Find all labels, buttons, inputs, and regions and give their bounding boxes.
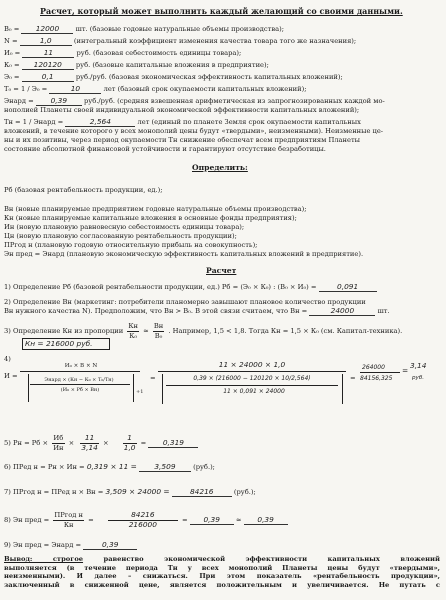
given-value: 0,39 bbox=[36, 97, 82, 106]
given-desc-cont: состояние абсолютной финансовой устойчивости и гарантируют отсутствие безработицы. bbox=[4, 145, 326, 153]
given-desc: руб. (базовая себестоимость единицы товара); bbox=[76, 49, 242, 57]
given-row bbox=[4, 73, 343, 82]
given-desc: руб./руб. (базовая экономическая эффективность капитальных вложений); bbox=[75, 73, 343, 81]
step-label: 4) bbox=[4, 355, 11, 363]
list-item: Bн (новые планируемые предприятием годовые натуральные объемы производства); bbox=[4, 205, 307, 213]
formula-inner-top: Энард × (Кн − К₀ × Т₀/Тн) bbox=[44, 377, 114, 383]
calc-step-9 bbox=[4, 541, 137, 550]
step-text: 9) Эн пред = Энард = bbox=[4, 541, 82, 549]
list-item: Цн (новую плановую согласованную рентабельность продукции); bbox=[4, 232, 237, 240]
hand-line bbox=[158, 371, 346, 372]
step-unit: шт. bbox=[377, 307, 390, 315]
given-desc-cont: вложений, в течение которого у всех монополий цены будут «твердыми», неизменными). Неизменные це- bbox=[4, 127, 384, 135]
step-text: 6) ПРед н = Pн × Ин = bbox=[4, 463, 85, 471]
step-text: 8) Эн пред = bbox=[4, 516, 50, 525]
hand-result-top: 264000 bbox=[362, 364, 385, 371]
step-value: 0,39 bbox=[190, 516, 234, 525]
step-value: 0,39 bbox=[244, 516, 288, 525]
formula-top: И₀ × B × N bbox=[64, 363, 98, 369]
step3-handwritten-box: Кн = 216000 руб. bbox=[22, 338, 110, 350]
hand-mid-top: 0,39 × (216000 − 120120 × 10/2,564) bbox=[193, 375, 311, 382]
document-title: Расчет, который может выполнить каждый желающий со своими данными. bbox=[40, 6, 403, 16]
calc-heading: Расчет bbox=[206, 266, 237, 275]
given-desc: (интегральный коэффициент изменения качества товара того же назначения); bbox=[73, 37, 357, 45]
given-value: 1,0 bbox=[20, 37, 72, 46]
document-page: Расчет, который может выполнить каждый желающий со своими данными. B₀ = 12000 шт. (базовые годовые натуральные объемы производства); N = 1,0 (интегральный коэффициент изменения качества товара того же назначения); И₀ = 11 руб. (базовая себестоимость единицы товара); К₀ = 120120 руб. (базовые капитальные вложения в предприятие); Э₀ = 0,1 руб./руб. (базовая экономическая эффективность капитальных вложений); Т₀ = 1 / Э₀ = 10 лет (базовый срок окупаемости капитальных вложений); Энард = 0,39 руб./руб. (средняя взвешенная арифметическая из запрогнозированных каждой мо- нополией Планеты своей индивидуальной экономической эффективности капитальных вложений); Тн = 1 / Энард = 2,564 лет (единый по планете Земля срок окупаемости капитальных вложений, в течение которого у всех монополий цены будут «твердыми», неизменными). Неизменные це- ны и их позитивы, через период окупаемости Тн снижение обеспечат всем предприятиям Планеты состояние абсолютной финансовой устойчивости и гарантируют отсутствие безработицы. Определить: Pб (базовая рентабельность продукции, ед.); Bн (новые планируемые предприятием годовые натуральные объемы производства); Кн (новые планируемые капитальные вложения в основные фонды предприятия); Ин (новую плановую равновесную себестоимость единицы товара); Цн (новую плановую согласованную рентабельность продукции); ПРгод н (плановую годовую относительную прибыль на совокупность); Эн пред = Энард (плановую экономическую эффективность капитальных вложений в предприятие). Расчет 1) Определение Pб (базовой рентабельности продукции, ед.) Pб = (Э₀ × К₀) : (B₀ × И₀) = 0,091 2) Определение Bн (маркетинг: потребители планомерно завышают плановое количество продукции Bн нужного качества N). Предположим, что Bн > B₀. В этой связи считаем, что Bн = 24000 шт. 3) Определение Кн из пропорции $\frac{Кн}{\text{К₀}}$ ≈ $\frac{Bн}{\text{B₀}}$ . Например, 1,5 < 1,8. Тогда Кн = 1,5 × К₀ (см. Капитал-техника). Кн = 216000 руб. 4) И = И₀ × B × N Энард × (Кн − К₀ × Т₀/Тн) (И₀ × Pб × Bн) +1 = 11 × 24000 × 1,0 0,39 × (216000 − 120120 × 10/2,564) 11 × 0,091 × 24000 = 264000 84156,325 = 3,14 руб. 5) Pн = Pб × $\frac{Иб}{Ин}$ × $\frac{11}{3,14}$ × $\frac{1}{1,0}$ = 0,319 6) ПРед н = Pн × Ин = 0,319 × 11 = 3,509 (руб.); 7) ПРгод н = ПРед н × Bн = 3,509 × 24000 = 84216 (руб.); 8) Эн пред = $\frac{\text{ПРгод н}}{Кн}$ = $\frac{84216}{216000}$ = 0,39 ≈ 0,39 9) Эн пред = Энард = 0,39 Вывод: строгое равенство экономической эффективности капитальных вложений выполняется (в течение периода Тн у всех монополий Планеты цены будут «твердыми», неизменными). И далее – снижаться. При этом показатель «рентабельность продукции», заключенный в сниженной цене, является положительным и увеличивается. Не путать с bbox=[4, 6, 440, 589]
calc-step-2: 2) Определение Bн (маркетинг: потребители планомерно завышают плановое количество продукции bbox=[4, 298, 366, 306]
given-row bbox=[4, 85, 306, 94]
calc-step-8: 8) Эн пред = $\frac{\text{ПРгод н}}{Кн}$ = $\frac{84216}{216000}$ = 0,39 ≈ 0,39 bbox=[4, 511, 288, 529]
calc-step-5: 5) Pн = Pб × $\frac{Иб}{Ин}$ × $\frac{11}{3,14}$ × $\frac{1}{1,0}$ = 0,319 bbox=[4, 434, 198, 452]
conclusion: Вывод: строгое равенство экономической эффективности капитальных вложений выполняется (в течение периода Тн у всех монополий Планеты цены будут «твердыми», неизменными). И далее – снижаться. При этом показатель «рентабельность продукции», заключенный в сниженной цене, является положительным и увеличивается. Не путать с bbox=[4, 555, 440, 589]
calc-step-3: 3) Определение Кн из пропорции $\frac{Кн}{\text{К₀}}$ ≈ $\frac{Bн}{\text{B₀}}$ . Например, 1,5 < 1,8. Тогда Кн = 1,5 × К₀ (см. Капитал-техника). bbox=[4, 322, 403, 340]
given-desc: лет (единый по планете Земля срок окупаемости капитальных bbox=[137, 118, 361, 126]
bracket bbox=[133, 374, 134, 402]
given-var: И₀ = bbox=[4, 49, 21, 57]
given-var: Тн = 1 / Энард = bbox=[4, 118, 64, 126]
list-item: ПРгод н (плановую годовую относительную прибыль на совокупность); bbox=[4, 241, 258, 249]
step-value: 3,509 bbox=[139, 463, 191, 472]
given-row bbox=[4, 37, 356, 46]
hand-result-bot: 84156,325 bbox=[360, 375, 393, 382]
step-text: . Например, 1,5 < 1,8. Тогда Кн = 1,5 × К₀ (см. Капитал-техника). bbox=[168, 327, 403, 336]
hand-mid-line bbox=[166, 385, 338, 386]
given-value: 12000 bbox=[21, 25, 73, 34]
given-desc: руб. (базовые капитальные вложения в предприятие); bbox=[75, 61, 269, 69]
given-var: К₀ = bbox=[4, 61, 20, 69]
calc-step-6: 6) ПРед н = Pн × Ин = 0,319 × 11 = 3,509 (руб.); bbox=[4, 462, 215, 471]
formula-line bbox=[20, 371, 140, 372]
given-desc: шт. (базовые годовые натуральные объемы производства); bbox=[75, 25, 284, 33]
list-item: Ин (новую плановую равновесную себестоимость единицы товара); bbox=[4, 223, 245, 231]
t-nard-row bbox=[4, 118, 361, 127]
given-value: 11 bbox=[22, 49, 74, 58]
list-item: Pб (базовая рентабельность продукции, ед.); bbox=[4, 186, 163, 194]
formula-h-label: И = bbox=[4, 372, 18, 380]
given-value: 2,564 bbox=[65, 118, 135, 127]
list-item: Эн пред = Энард (плановую экономическую эффективность капитальных вложений в предприятие). bbox=[4, 250, 364, 258]
bracket bbox=[28, 374, 29, 402]
given-var: B₀ = bbox=[4, 25, 20, 33]
step-value: 24000 bbox=[309, 307, 375, 316]
given-row bbox=[4, 49, 241, 58]
given-desc: лет (базовый срок окупаемости капитальных вложений); bbox=[103, 85, 307, 93]
formula-inner-bot: (И₀ × Pб × Bн) bbox=[60, 387, 100, 393]
step-text: 1) Определение Pб (базовой рентабельности продукции, ед.) Pб = (Э₀ × К₀) : (B₀ × И₀) = bbox=[4, 283, 317, 291]
given-var: Э₀ = bbox=[4, 73, 20, 81]
given-var: Т₀ = 1 / Э₀ = bbox=[4, 85, 48, 93]
calc-step-7: 7) ПРгод н = ПРед н × Bн = 3,509 × 24000 = 84216 (руб.); bbox=[4, 487, 256, 496]
calc-step-2-cont bbox=[4, 307, 390, 316]
given-value: 10 bbox=[49, 85, 101, 94]
given-var: N = bbox=[4, 37, 18, 45]
formula-inner-line bbox=[30, 384, 130, 385]
given-row bbox=[4, 61, 269, 70]
fraction: $\frac{Bн}{\text{B₀}}$ bbox=[153, 322, 164, 340]
e-nard-row bbox=[4, 97, 385, 106]
step-text: 7) ПРгод н = ПРед н × Bн = bbox=[4, 488, 104, 496]
hand-mid-bot: 11 × 0,091 × 24000 bbox=[223, 388, 285, 395]
given-value: 120120 bbox=[22, 61, 74, 70]
step-text: Bн нужного качества N). Предположим, что Bн > B₀. В этой связи считаем, что Bн = bbox=[4, 307, 308, 315]
given-value: 0,1 bbox=[22, 73, 74, 82]
hand-result-unit: руб. bbox=[412, 375, 425, 381]
step-value: 0,39 bbox=[83, 541, 137, 550]
hand-top: 11 × 24000 × 1,0 bbox=[218, 360, 286, 369]
given-var: Энард = bbox=[4, 97, 34, 105]
calc-step-1 bbox=[4, 283, 377, 292]
step-value: 0,091 bbox=[319, 283, 377, 292]
step-value: 84216 bbox=[172, 488, 232, 497]
given-row bbox=[4, 25, 284, 34]
fraction: $\frac{Кн}{\text{К₀}}$ bbox=[128, 322, 138, 340]
hand-result: 3,14 bbox=[410, 361, 427, 370]
given-desc-cont: нополией Планеты своей индивидуальной экономической эффективности капитальных вложений); bbox=[4, 106, 360, 114]
list-item: Кн (новые планируемые капитальные вложения в основные фонды предприятия); bbox=[4, 214, 297, 222]
given-desc-cont: ны и их позитивы, через период окупаемости Тн снижение обеспечат всем предприятиям Планеты bbox=[4, 136, 360, 144]
given-desc: руб./руб. (средняя взвешенная арифметическая из запрогнозированных каждой мо- bbox=[83, 97, 385, 105]
determine-heading: Определить: bbox=[192, 163, 248, 172]
step-text: 5) Pн = Pб × bbox=[4, 439, 49, 448]
step-text: 3) Определение Кн из пропорции bbox=[4, 327, 124, 336]
step-value: 0,319 bbox=[148, 439, 198, 448]
